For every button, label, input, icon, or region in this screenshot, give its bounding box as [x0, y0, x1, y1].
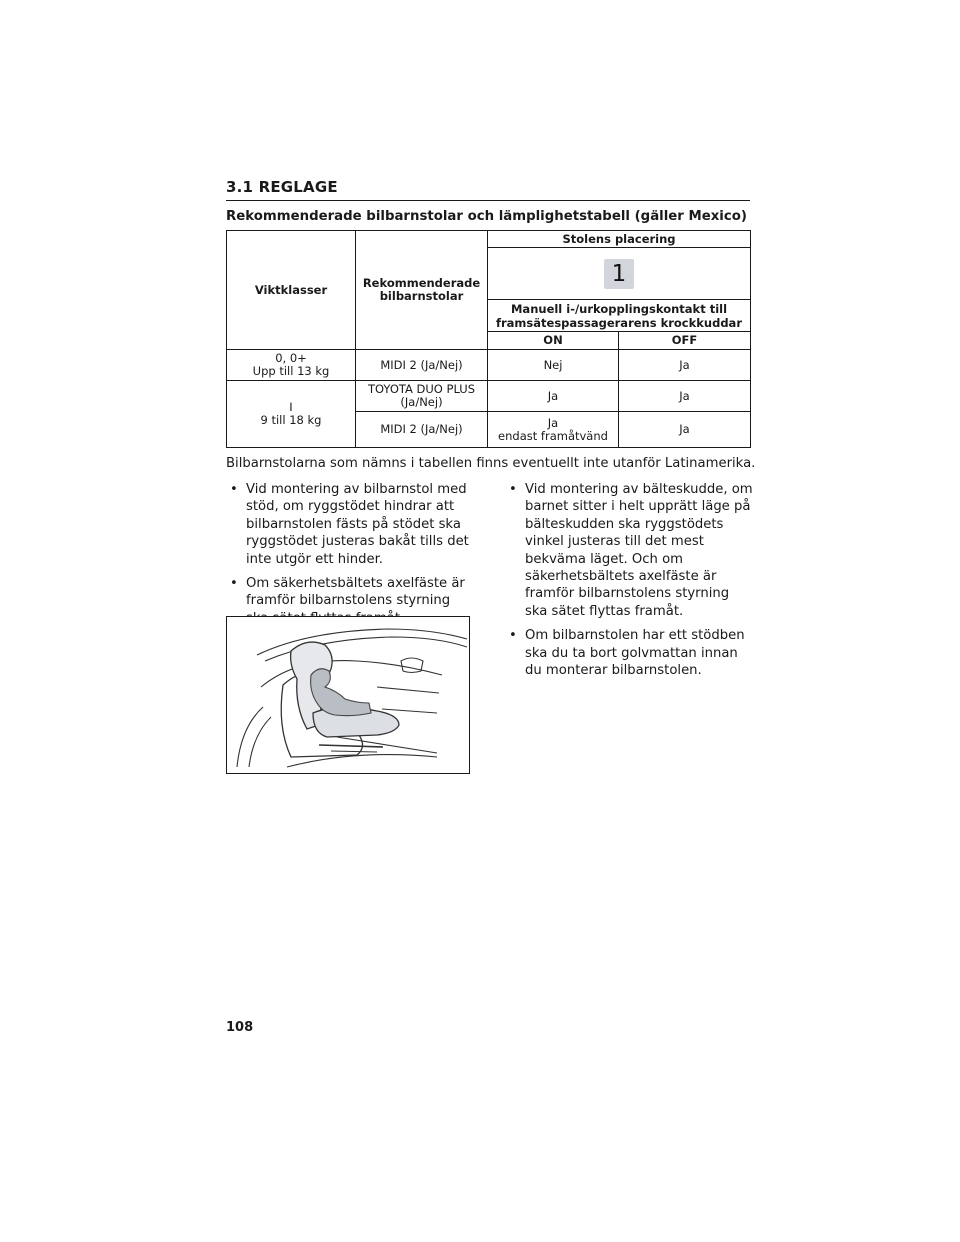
list-item — [505, 481, 755, 620]
page-number: 108 — [226, 1020, 254, 1035]
list-item-text: Om bilbarnstolen har ett stödben ska du ta bort golvmattan innan du monterar bilbarnstolen. — [525, 628, 745, 679]
on-cell — [488, 412, 619, 448]
table-footnote: Bilbarnstolarna som nämns i tabellen finns eventuellt inte utanför Latinamerika. — [226, 456, 756, 471]
on-note: endast framåtvänd — [498, 428, 608, 443]
child-seat-illustration — [226, 616, 470, 774]
page-title: Rekommenderade bilbarnstolar och lämplighetstabell (gäller Mexico) — [226, 209, 747, 224]
car-interior-child-seat-illustration — [227, 617, 469, 773]
off-cell: Ja — [619, 381, 751, 412]
seat-cell: MIDI 2 (Ja/Nej) — [356, 350, 488, 381]
header-seat-position: Stolens placering — [488, 231, 751, 248]
off-cell: Ja — [619, 350, 751, 381]
seat-suitability: (Ja/Nej) — [400, 395, 443, 409]
airbag-switch-header: Manuell i-/urkopplingskontakt till framsätespassagerarens krockkuddar — [488, 300, 751, 332]
weight-class-name: 0, 0+ — [275, 351, 307, 365]
left-column — [226, 481, 476, 634]
bullet-glyph: • — [230, 576, 238, 592]
weight-class-range: 9 till 18 kg — [260, 413, 322, 427]
table-row — [227, 350, 751, 381]
bullet-glyph: • — [230, 482, 238, 497]
seat-name: TOYOTA DUO PLUS — [367, 382, 475, 396]
list-item-text: Vid montering av bilbarnstol med stöd, om ryggstödet hindrar att bilbarnstolen fästs på stödet ska ryggstödet justeras bakåt tills det inte utgör ett hinder. — [246, 482, 469, 567]
seat-position-number: 1 — [611, 260, 627, 287]
list-item-text: Vid montering av bälteskudde, om barnet sitter i helt upprätt läge på bälteskudden ska ryggstödets vinkel justeras till det mest bekväma läget. Och om säkerhetsbältets axelfäste är framför bilbarnstolens styrning ska sätet flyttas framåt. — [525, 482, 753, 619]
weight-class-name: I — [289, 400, 293, 414]
weight-class-range: Upp till 13 kg — [252, 364, 330, 378]
seat-cell: MIDI 2 (Ja/Nej) — [356, 412, 488, 448]
seat-position-icon-cell — [488, 248, 751, 300]
table-row — [227, 381, 751, 412]
suitability-table — [226, 230, 751, 448]
header-on: ON — [488, 332, 619, 350]
off-cell: Ja — [619, 412, 751, 448]
on-cell: Ja — [488, 381, 619, 412]
section-header: 3.1 REGLAGE — [226, 178, 750, 201]
on-cell: Nej — [488, 350, 619, 381]
weight-class-cell — [227, 350, 356, 381]
seat-position-1-icon — [604, 259, 634, 289]
weight-class-cell — [227, 381, 356, 448]
header-weight-class: Viktklasser — [227, 231, 356, 350]
list-item — [226, 481, 476, 568]
header-recommended-seats-text: Rekommenderade bilbarnstolar — [362, 276, 481, 303]
seat-cell — [356, 381, 488, 412]
list-item — [505, 627, 755, 679]
bullet-glyph: • — [509, 628, 517, 644]
header-off: OFF — [619, 332, 751, 350]
header-recommended-seats — [356, 231, 488, 350]
on-value: Ja — [547, 415, 559, 430]
list-item-text: Om säkerhetsbältets axelfäste är framför bilbarnstolens styrning — [246, 576, 465, 609]
bullet-glyph: • — [509, 482, 517, 497]
right-column — [505, 481, 755, 686]
